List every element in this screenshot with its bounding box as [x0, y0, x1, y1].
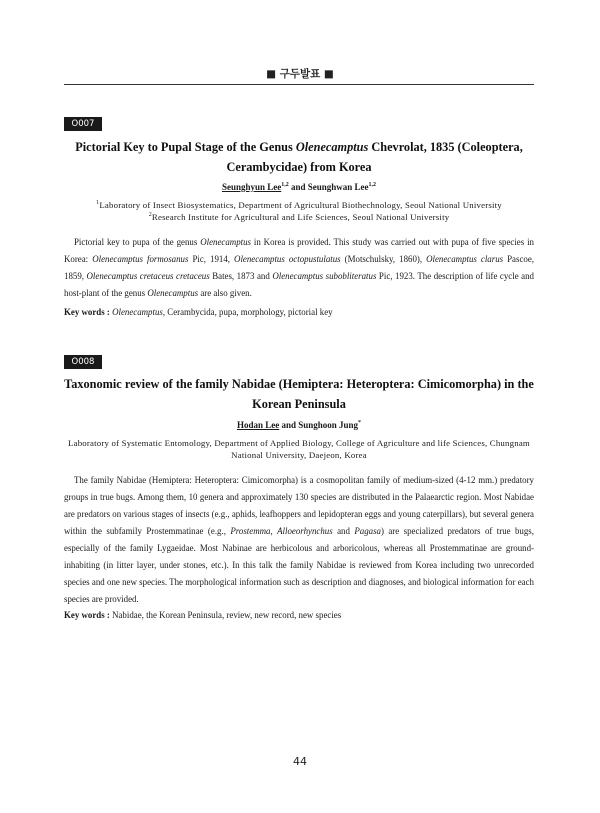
affiliation-2: $^2$Research Institute for Agricultural and Life Sciences, Seoul National University — [148, 212, 450, 222]
abstract-title: Taxonomic review of the family Nabidae (Hemiptera: Heteroptera: Cimicomorpha) in the Korean Peninsula — [64, 377, 534, 411]
affiliations — [64, 199, 534, 223]
co-author: Sunghoon Jung — [298, 420, 359, 430]
abstract-body: Pictorial key to pupa of the genus Olenecamptus in Korea is provided. This study was carried out with pupa of five species in Korea: Olenecamptus formosanus Pic, 1914, Olenecamptus octopustulatus (Motschulsky, 1860), Olenecamptus clarus Pascoe, 1859, Olenecamptus cretaceus cretaceus Bates, 1873 and Olenecamptus subobliteratus Pic, 1923. The description of life cycle and host-plant of the genus Olenecamptus are also given. — [64, 237, 534, 298]
abstract-id-badge: O007 — [64, 117, 102, 131]
author-list: Seunghyun Lee$^{1,2}$ and Seunghwan Lee$^{1,2}$ — [221, 182, 377, 192]
page-number: 44 — [293, 755, 307, 768]
presenting-author: Hodan Lee — [236, 420, 280, 430]
abstract-title: Pictorial Key to Pupal Stage of the Genus Olenecamptus Chevrolat, 1835 (Coleoptera, Cerambycidae) from Korea — [75, 140, 523, 174]
affiliation-1: $^1$Laboratory of Insect Biosystematics, Department of Agricultural Biothechnology, Seoul National University — [96, 200, 502, 210]
abstract-body: The family Nabidae (Hemiptera: Heteroptera: Cimicomorpha) is a cosmopolitan family of medium-sized (4-12 mm.) predatory groups in true bugs. Among them, 10 genera and approximately 130 species are distributed in the Palaearctic region. Most Nabidae are predators on various stages of insects (e.g., aphids, leafhoppers and lepidopteran eggs and young caterpillars), but several genera within the subfamily Prostemmatinae (e.g., Prostemma, Alloeorhynchus and Pagasa) are specialized predators of true bugs, especially of the family Lygaeidae. Most Nabinae are herbicolous and arboricolous, whereas all Prostemmatinae are ground-inhabiting (in litter layer, under stones, etc.). In this talk the family Nabidae is reviewed from Korea including two unrecorded species and one new species. The morphological information such as description and diagnoses, and biological information for each species are provided. — [64, 475, 534, 604]
keywords: Key words : Olenecamptus, Cerambycida, pupa, morphology, pictorial key — [64, 307, 333, 317]
keywords: Key words : Nabidae, the Korean Peninsula, review, new record, new species — [64, 610, 342, 620]
affiliation: Laboratory of Systematic Entomology, Department of Applied Biology, College of Agriculture and life Sciences, Chungnam National University, Daejeon, Korea — [68, 438, 530, 460]
presenting-author: Seunghyun Lee — [221, 182, 282, 192]
section-header: ■ 구두발표 ■ — [266, 68, 334, 80]
header-rule — [64, 84, 534, 85]
abstract-id-badge: O008 — [64, 355, 102, 369]
co-author: Seunghwan Lee — [307, 182, 369, 192]
author-list: Hodan Lee and Sunghoon Jung* — [236, 420, 362, 430]
